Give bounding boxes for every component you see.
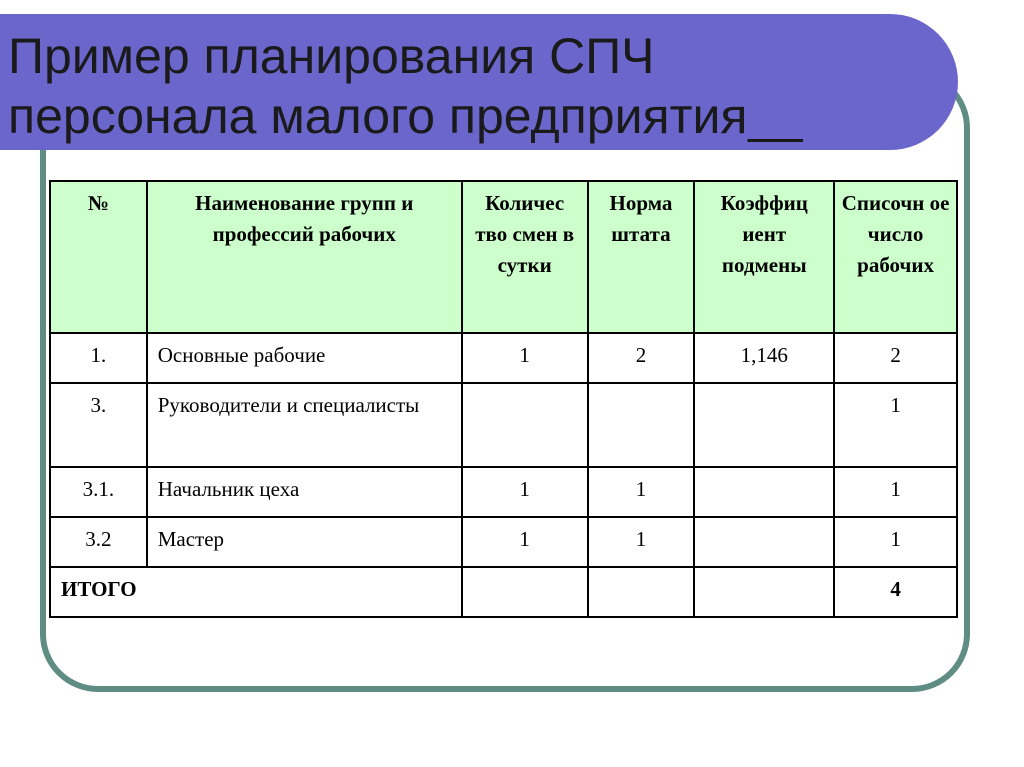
title-band <box>0 14 958 150</box>
row-norm: 1 <box>588 467 695 517</box>
row-norm: 1 <box>588 517 695 567</box>
row-list: 2 <box>834 333 957 383</box>
header-staff-norm: Норма штата <box>588 181 695 333</box>
row-shifts: 1 <box>462 333 588 383</box>
row-number: 3.1. <box>50 467 147 517</box>
header-group-name: Наименование групп и профессий рабочих <box>147 181 462 333</box>
row-coef <box>694 467 834 517</box>
header-shifts: Количес тво смен в сутки <box>462 181 588 333</box>
row-shifts: 1 <box>462 467 588 517</box>
slide-title-line-1: Пример планирования СПЧ <box>8 28 655 84</box>
row-name: Основные рабочие <box>147 333 462 383</box>
staffing-table <box>49 180 958 618</box>
total-label: ИТОГО <box>50 567 462 617</box>
table-row <box>50 517 957 567</box>
row-number: 3.2 <box>50 517 147 567</box>
title-underline-tail <box>747 88 803 144</box>
row-list: 1 <box>834 383 957 467</box>
header-replacement-coef: Коэффиц иент подмены <box>694 181 834 333</box>
row-norm <box>588 383 695 467</box>
table-row <box>50 333 957 383</box>
table-row <box>50 467 957 517</box>
header-list-count: Списочн ое число рабочих <box>834 181 957 333</box>
row-list: 1 <box>834 517 957 567</box>
row-coef <box>694 383 834 467</box>
row-coef: 1,146 <box>694 333 834 383</box>
row-name: Мастер <box>147 517 462 567</box>
total-list: 4 <box>834 567 957 617</box>
table-header-row <box>50 181 957 333</box>
slide-title-line-2-text: персонала малого предприятия <box>8 88 748 144</box>
total-shifts <box>462 567 588 617</box>
row-shifts: 1 <box>462 517 588 567</box>
row-norm: 2 <box>588 333 695 383</box>
total-coef <box>694 567 834 617</box>
row-number: 1. <box>50 333 147 383</box>
row-name: Руководители и специалисты <box>147 383 462 467</box>
table-row <box>50 383 957 467</box>
row-number: 3. <box>50 383 147 467</box>
row-shifts <box>462 383 588 467</box>
row-name: Начальник цеха <box>147 467 462 517</box>
row-list: 1 <box>834 467 957 517</box>
total-row <box>50 567 957 617</box>
total-norm <box>588 567 695 617</box>
header-number: № <box>50 181 147 333</box>
slide-title-line-2 <box>8 86 958 146</box>
row-coef <box>694 517 834 567</box>
